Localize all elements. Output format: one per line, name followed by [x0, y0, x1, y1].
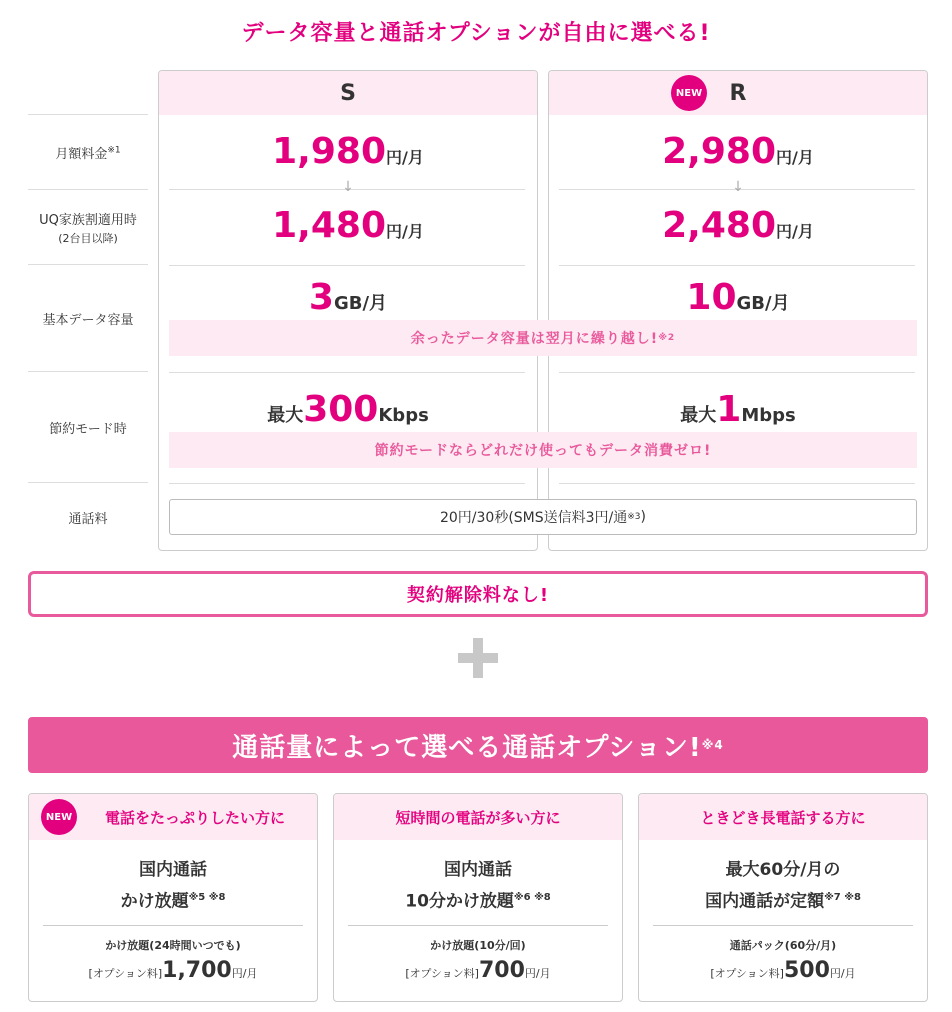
plan-divider: [169, 483, 525, 484]
saving-speed: 最大300Kbps: [267, 389, 429, 430]
plus-icon: [458, 638, 498, 678]
row-label-data: 基本データ容量: [42, 312, 134, 328]
family-price: 2,480円/月: [662, 205, 814, 246]
plan-name: S: [340, 80, 356, 106]
option-fee: [オプション料]1,700円/月: [88, 958, 258, 983]
option-divider: [43, 925, 303, 926]
down-arrow-icon: ↓: [342, 179, 354, 195]
no-cancellation-fee-banner: 契約解除料なし!: [28, 571, 928, 617]
option-header: 短時間の電話が多い方に: [334, 794, 622, 840]
row-label-monthly: 月額料金$^{※1}$: [55, 145, 121, 162]
plan-header: [159, 71, 537, 115]
call-rate-box: 20円/30秒(SMS送信料3円/通 ※3 ): [169, 499, 917, 535]
option-title: 国内通話 かけ放題$^{※5 ※8}$: [120, 860, 226, 912]
monthly-price: 1,980円/月: [272, 131, 424, 172]
option-card-10min: [333, 793, 623, 1002]
option-title: 国内通話 10分かけ放題$^{※6 ※8}$: [405, 860, 551, 912]
option-description: 通話パック(60分/月): [729, 939, 837, 952]
option-description: かけ放題(24時間いつでも): [105, 939, 241, 952]
option-divider: [653, 925, 913, 926]
down-arrow-icon: ↓: [732, 179, 744, 195]
plan-divider: [169, 372, 525, 373]
option-fee: [オプション料]500円/月: [710, 958, 856, 983]
saving-speed: 最大1Mbps: [680, 389, 796, 430]
plan-name: R: [729, 80, 747, 106]
plan-divider: [169, 265, 525, 266]
plan-card-r: [548, 70, 928, 551]
plan-divider: [559, 483, 915, 484]
plan-card-s: [158, 70, 538, 551]
data-amount: 3GB/月: [308, 277, 388, 318]
option-description: かけ放題(10分/回): [430, 939, 526, 952]
option-title: 最大60分/月の 国内通話が定額$^{※7 ※8}$: [705, 860, 861, 912]
monthly-price: 2,980円/月: [662, 131, 814, 172]
option-header: NEW 電話をたっぷりしたい方に: [29, 794, 317, 840]
row-label-saving: 節約モード時: [49, 421, 127, 437]
option-header: ときどき長電話する方に: [639, 794, 927, 840]
option-card-unlimited: [28, 793, 318, 1002]
plan-divider: [559, 265, 915, 266]
option-fee: [オプション料]700円/月: [405, 958, 551, 983]
plan-divider: [559, 372, 915, 373]
data-amount: 10GB/月: [686, 277, 790, 318]
row-label-family: UQ家族割適用時 (2台目以降): [39, 212, 137, 245]
family-price: 1,480円/月: [272, 205, 424, 246]
new-badge: NEW: [41, 799, 77, 835]
new-badge: NEW: [671, 75, 707, 111]
row-label-call: 通話料: [68, 511, 108, 527]
call-options-banner: 通話量によって選べる通話オプション! ※4: [28, 717, 928, 773]
option-card-call-pack: [638, 793, 928, 1002]
plan-header: [549, 71, 927, 115]
carryover-band: 余ったデータ容量は翌月に繰り越し! ※2: [169, 320, 917, 356]
option-divider: [348, 925, 608, 926]
page-headline: データ容量と通話オプションが自由に選べる!: [241, 21, 711, 46]
saving-band: 節約モードならどれだけ使ってもデータ消費ゼロ!: [169, 432, 917, 468]
